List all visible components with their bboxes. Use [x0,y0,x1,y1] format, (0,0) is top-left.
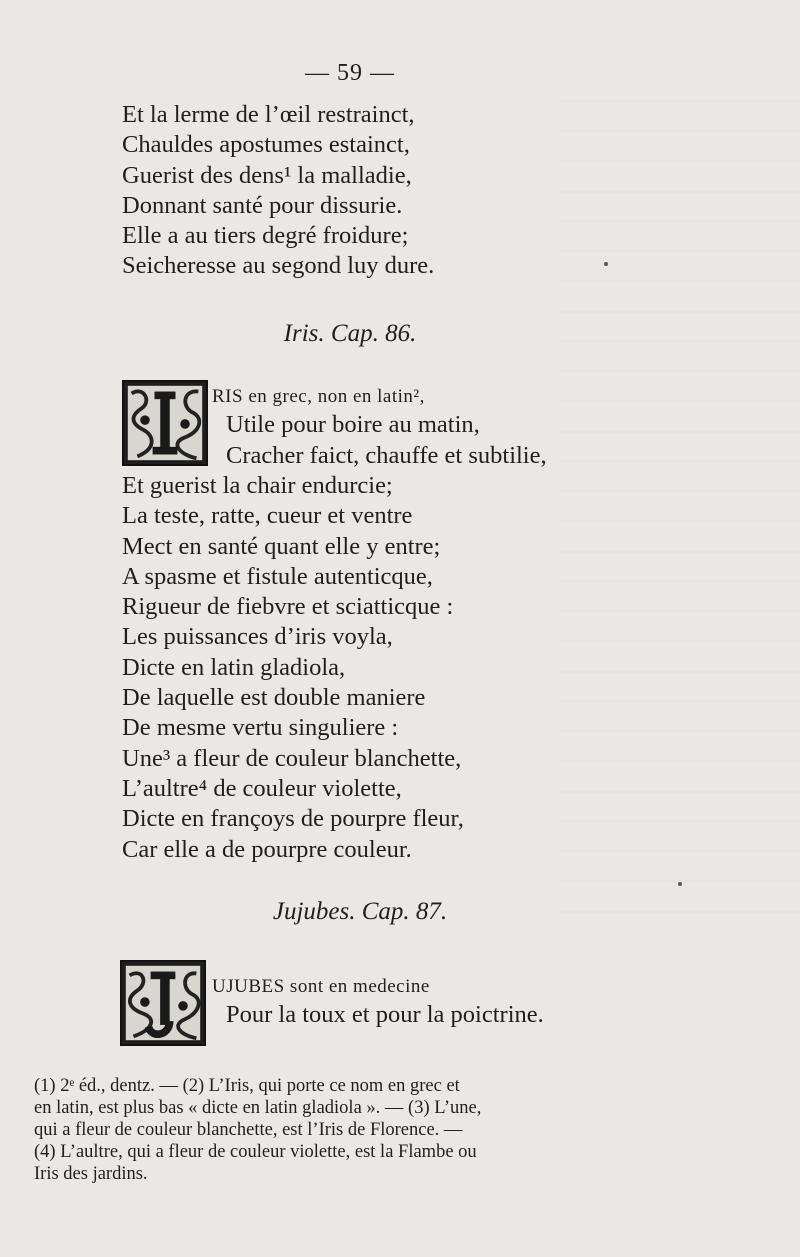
verse-line: Utile pour boire au matin, [226,411,480,439]
verse-line: De laquelle est double maniere [122,684,426,712]
show-through-text [560,100,800,920]
verse-line: Les puissances d’iris voyla, [122,623,393,651]
paper-speck [678,882,682,886]
chapter-heading-jujubes: Jujubes. Cap. 87. [272,898,448,925]
verse-line: Chauldes apostumes estainct, [122,131,410,159]
verse-line: La teste, ratte, cueur et ventre [122,502,413,530]
footnotes [34,1075,674,1185]
verse-line: Car elle a de pourpre couleur. [122,835,412,863]
ornamental-initial-i [122,380,208,466]
verse-line: Une³ a fleur de couleur blanchette, [122,744,462,772]
verse-block-1 [122,100,434,282]
ornamental-initial-j [120,960,206,1046]
footnote-line: (1) 2ᵉ éd., dentz. — (2) L’Iris, qui porte ce nom en grec et [34,1076,460,1096]
small-caps-opening: UJUBES sont en medecine [212,976,430,997]
verse-line: Cracher faict, chauffe et subtilie, [226,441,547,469]
ornament-j-icon [122,962,204,1044]
verse-line: L’aultre⁴ de couleur violette, [122,774,402,802]
verse-line: Seicheresse au segond luy dure. [122,252,435,280]
verse-line: Rigueur de fiebvre et sciatticque : [122,593,454,621]
page-number: — 59 — [305,60,395,86]
jujubes-opening-lines [212,970,544,1031]
footnote-line: qui a fleur de couleur blanchette, est l’Iris de Florence. — [34,1120,463,1140]
verse-line: Guerist des dens¹ la malladie, [122,161,412,189]
verse-line: Et guerist la chair endurcie; [122,472,393,499]
verse-line: A spasme et fistule autenticque, [122,562,433,590]
verse-line: Dicte en latin gladiola, [122,653,346,681]
chapter-heading-iris: Iris. Cap. 86. [283,320,417,347]
iris-opening-lines [212,380,547,471]
ornament-i-icon [124,382,206,464]
verse-line: Elle a au tiers degré froidure; [122,222,409,250]
footnote-line: (4) L’aultre, qui a fleur de couleur violette, est la Flambe ou [34,1142,477,1162]
footnote-line: Iris des jardins. [34,1164,148,1184]
verse-line: Et la lerme de l’œil restrainct, [122,101,415,128]
verse-line: Donnant santé pour dissurie. [122,191,403,219]
small-caps-opening: RIS en grec, non en latin², [212,386,425,407]
verse-line: De mesme vertu singuliere : [122,714,399,742]
verse-block-iris [122,471,464,865]
footnote-line: en latin, est plus bas « dicte en latin gladiola ». — (3) L’une, [34,1098,482,1118]
verse-line: Mect en santé quant elle y entre; [122,532,441,560]
verse-line: Pour la toux et pour la poictrine. [226,1001,544,1029]
verse-line: Dicte en françoys de pourpre fleur, [122,805,464,833]
paper-speck [604,262,608,266]
